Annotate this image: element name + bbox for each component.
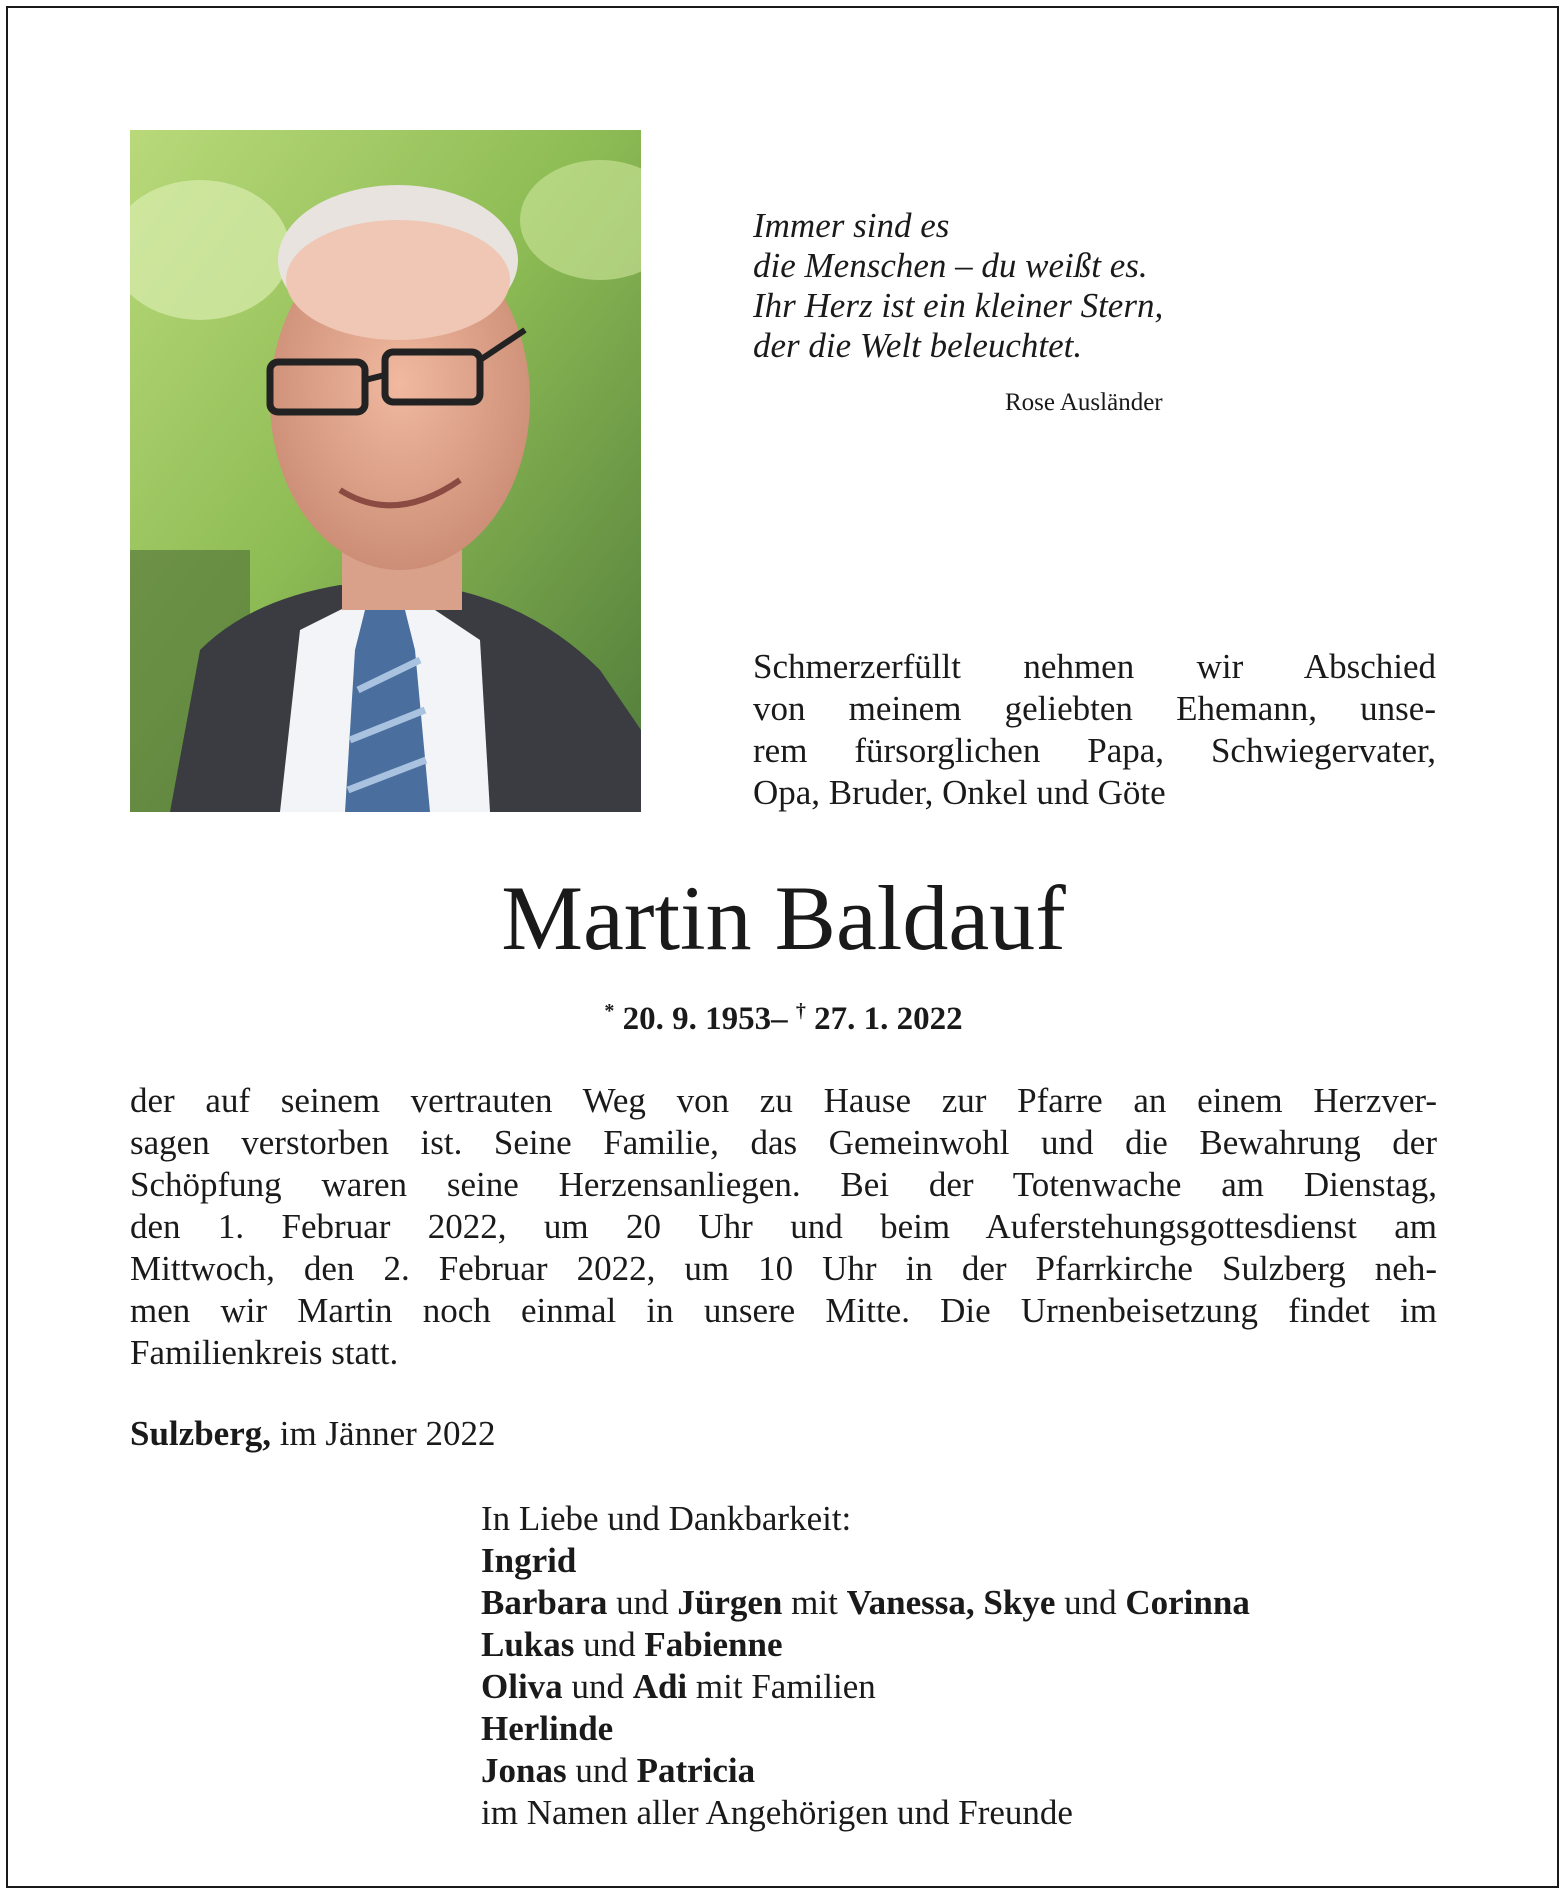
mourners-block (481, 1498, 1250, 1834)
mourner-name: Jürgen (677, 1583, 783, 1622)
deceased-name: Martin Baldauf (501, 867, 1066, 969)
poem-line: die Menschen – du weißt es. (753, 246, 1148, 285)
mourner-name: Patricia (636, 1751, 756, 1790)
body-line: Schöpfung waren seine Herzensanliegen. Bei der Totenwache am Dienstag, (130, 1165, 1437, 1204)
connector: mit Familien (687, 1667, 876, 1706)
birth-date: 20. 9. 1953 (622, 1001, 772, 1037)
place-month: im Jänner 2022 (270, 1414, 496, 1453)
birth-symbol: * (604, 1000, 615, 1022)
mourner-name: Lukas (481, 1625, 575, 1664)
poem-line: Ihr Herz ist ein kleiner Stern, (753, 286, 1164, 325)
connector: und (566, 1751, 637, 1790)
life-dates (0, 1000, 1567, 1038)
place-town: Sulzberg, (130, 1414, 271, 1453)
mourners-closing: im Namen aller Angehörigen und Freunde (481, 1793, 1073, 1832)
obituary-body (130, 1080, 1437, 1374)
mourner-name: Ingrid (481, 1541, 577, 1580)
connector: mit (782, 1583, 847, 1622)
mourner-row (481, 1582, 1250, 1624)
intro-line: von meinem geliebten Ehemann, unse- (753, 689, 1436, 728)
mourner-name: Barbara (481, 1583, 608, 1622)
intro-line: Opa, Bruder, Onkel und Göte (753, 773, 1166, 812)
mourner-name: Adi (632, 1667, 688, 1706)
body-line: sagen verstorben ist. Seine Familie, das Gemeinwohl und die Bewahrung der (130, 1123, 1437, 1162)
poem-line: der die Welt beleuchtet. (753, 326, 1083, 365)
death-date: 27. 1. 2022 (814, 1001, 963, 1037)
connector: und (1055, 1583, 1126, 1622)
mourner-row (481, 1624, 1250, 1666)
mourner-name: Corinna (1125, 1583, 1250, 1622)
poem-line: Immer sind es (753, 206, 950, 245)
intro-line: Schmerzerfüllt nehmen wir Abschied (753, 647, 1436, 686)
body-line: den 1. Februar 2022, um 20 Uhr und beim Auferstehungsgottesdienst am (130, 1207, 1437, 1246)
intro-text (753, 646, 1436, 814)
mourner-row (481, 1666, 1250, 1708)
death-symbol: † (795, 1000, 806, 1022)
body-line: Mittwoch, den 2. Februar 2022, um 10 Uhr in der Pfarrkirche Sulzberg neh- (130, 1249, 1437, 1288)
mourner-name: Jonas (481, 1751, 567, 1790)
portrait-photo (130, 130, 641, 812)
intro-line: rem fürsorglichen Papa, Schwiegervater, (753, 731, 1436, 770)
mourner-row (481, 1750, 1250, 1792)
body-line: men wir Martin noch einmal in unsere Mitte. Die Urnenbeisetzung findet im (130, 1291, 1437, 1330)
body-line: der auf seinem vertrauten Weg von zu Hause zur Pfarre an einem Herzver- (130, 1081, 1437, 1120)
mourner-row (481, 1540, 1250, 1582)
mourner-name: Fabienne (644, 1625, 783, 1664)
connector: und (562, 1667, 633, 1706)
mourner-name: Oliva (481, 1667, 563, 1706)
poem-author: Rose Ausländer (1005, 389, 1163, 416)
place-date (130, 1414, 496, 1454)
date-dash: – (771, 1001, 788, 1037)
body-line: Familienkreis statt. (130, 1333, 399, 1372)
mourner-row (481, 1708, 1250, 1750)
mourner-name: Herlinde (481, 1709, 614, 1748)
mourners-heading: In Liebe und Dankbarkeit: (481, 1499, 852, 1538)
connector: und (574, 1625, 645, 1664)
mourner-name: Vanessa, Skye (846, 1583, 1056, 1622)
connector: und (607, 1583, 678, 1622)
poem (753, 206, 1163, 366)
